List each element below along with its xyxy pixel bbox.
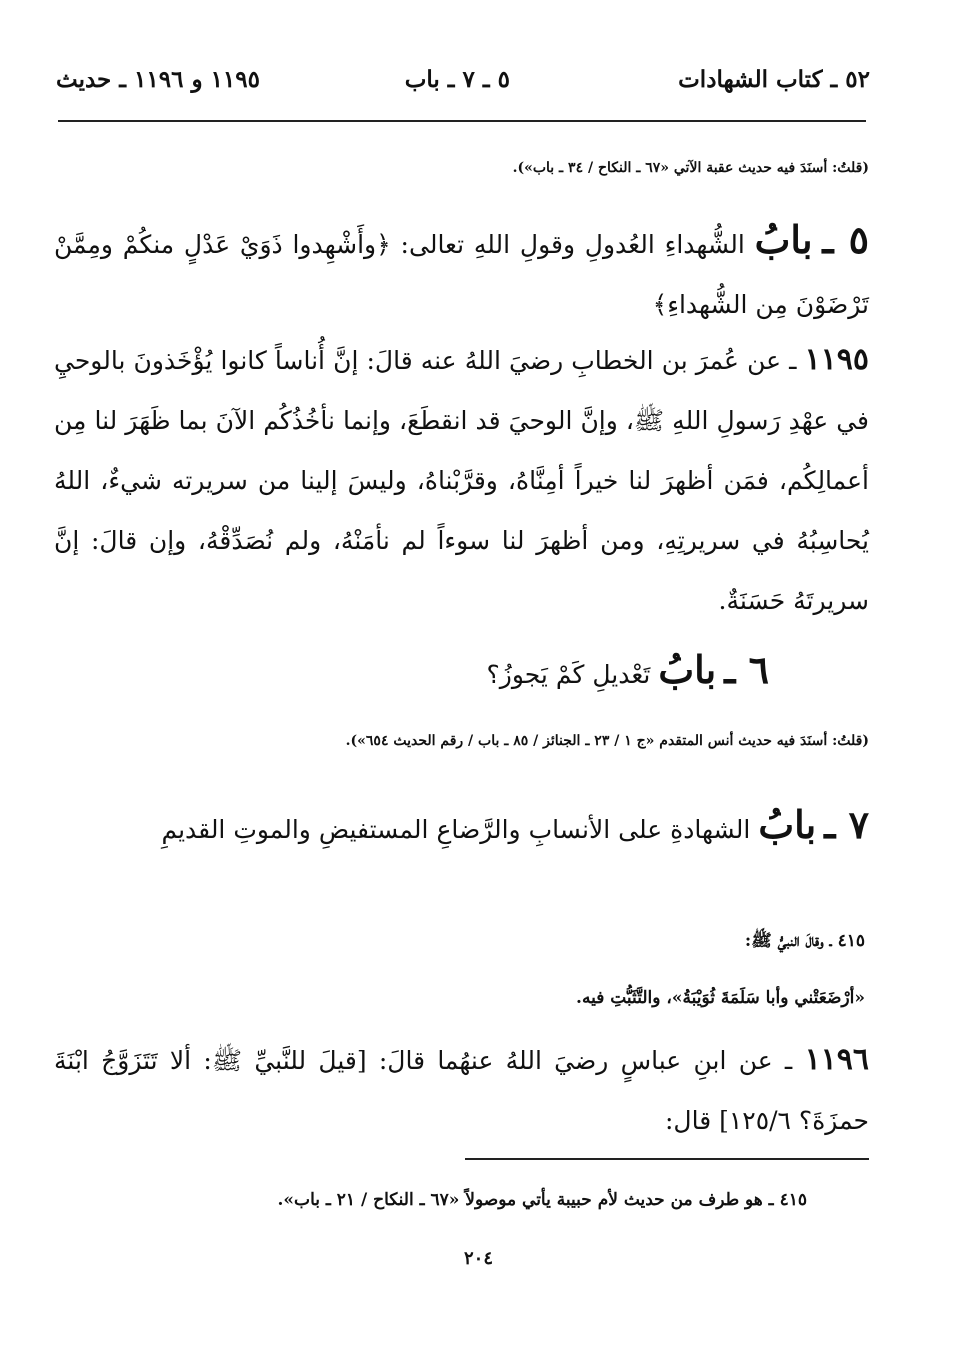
chapter-6-title: تَعْديلِ كَمْ يَجوزُ؟ xyxy=(486,660,651,689)
chapter-7-number: ٧ ـ xyxy=(824,802,869,847)
chapter-5-bab-word: بابُ xyxy=(754,217,813,262)
chapter-5-number: ٥ ـ xyxy=(822,217,869,262)
chapter-6-bab-word: بابُ xyxy=(658,647,717,692)
header-chapter: ٥ ـ ٧ ـ باب xyxy=(404,66,510,93)
hadith-1196 xyxy=(54,1030,869,1151)
chapter-5-title: الشُّهداءِ العُدولِ وقولِ اللهِ تعالى: ﴿وأَشْهِدوا ذَوَيْ عَدْلٍ منكُمْ ومِمَّنْ تَرْضَوْنَ مِن الشُّهداءِ﴾ xyxy=(54,230,869,319)
item-415-line-2: «أرْضَعَتْني وأبا سَلَمَةَ ثُوَيْبَةُ»، والتَّثَبُّتِ فيه. xyxy=(576,988,865,1008)
chapter-7-title: الشهادةِ على الأنسابِ والرَّضاعِ المستفيضِ والموتِ القديمِ xyxy=(161,815,751,844)
footnote-rule xyxy=(465,1158,869,1160)
running-header xyxy=(56,66,870,106)
chapter-7 xyxy=(54,795,869,860)
editor-note-2: (قلتُ: أسنَدَ فيه حديث أنس المتقدم «ج ١ / ٢٣ ـ الجنائز / ٨٥ ـ باب / رقم الحديث ٦٥٤»). xyxy=(345,733,869,749)
header-rule xyxy=(58,120,866,122)
page-number: ٢٠٤ xyxy=(463,1248,493,1269)
hadith-1196-text: ـ عن ابنِ عباسٍ رضيَ اللهُ عنهُما قالَ: [قيلَ للنَّبيِّ ﷺ: ألا تَتَزَوَّجُ ابْنَةَ حمزَةَ؟ ١٢٥/٦] قال: xyxy=(54,1046,869,1135)
header-book-title: ٥٢ ـ كتاب الشهادات xyxy=(678,66,870,93)
footnote-415: ٤١٥ ـ هو طرف من حديث لأم حبيبة يأتي موصولاً «٦٧ ـ النكاح / ٢١ ـ باب». xyxy=(277,1190,807,1210)
chapter-6-number: ٦ ـ xyxy=(724,647,769,692)
hadith-1196-number: ١١٩٦ xyxy=(804,1042,870,1077)
chapter-6 xyxy=(54,640,869,705)
editor-note-1: (قلتُ: أسنَدَ فيه حديث عقبة الآتي «٦٧ ـ النكاح / ٣٤ ـ باب»). xyxy=(512,160,869,176)
item-415-line-1: ٤١٥ ـ وقالَ النبيُّ ﷺ: xyxy=(744,931,865,951)
header-hadith-range: ١١٩٥ و ١١٩٦ ـ حديث xyxy=(56,66,260,93)
hadith-1195-number: ١١٩٥ xyxy=(804,342,869,377)
hadith-1195-text: ـ عن عُمرَ بن الخطابِ رضيَ اللهُ عنه قالَ: إنَّ أُناساً كانوا يُؤْخَذونَ بالوحيِ في عهْدِ رَسولِ اللهِ ﷺ، وإنَّ الوحيَ قد انقطَعَ، وإنما نأخُذُكُم الآنَ بما ظَهَرَ لنا مِن أعمالِكُم، فمَن أظهرَ لنا خيراً أمِنَّاهُ، وقرَّبْناهُ، وليسَ إلينا من سريرته شيءٌ، اللهُ يُحاسِبُهُ في سريرتِهِ، ومن أظهرَ لنا سوءاً لم نأمَنْهُ، ولم نُصَدِّقْهُ، وإن قالَ: إنَّ سريرتَهُ حَسَنَةٌ. xyxy=(54,346,869,615)
hadith-1195 xyxy=(54,330,869,631)
chapter-5 xyxy=(54,210,869,335)
chapter-7-bab-word: بابُ xyxy=(758,802,817,847)
